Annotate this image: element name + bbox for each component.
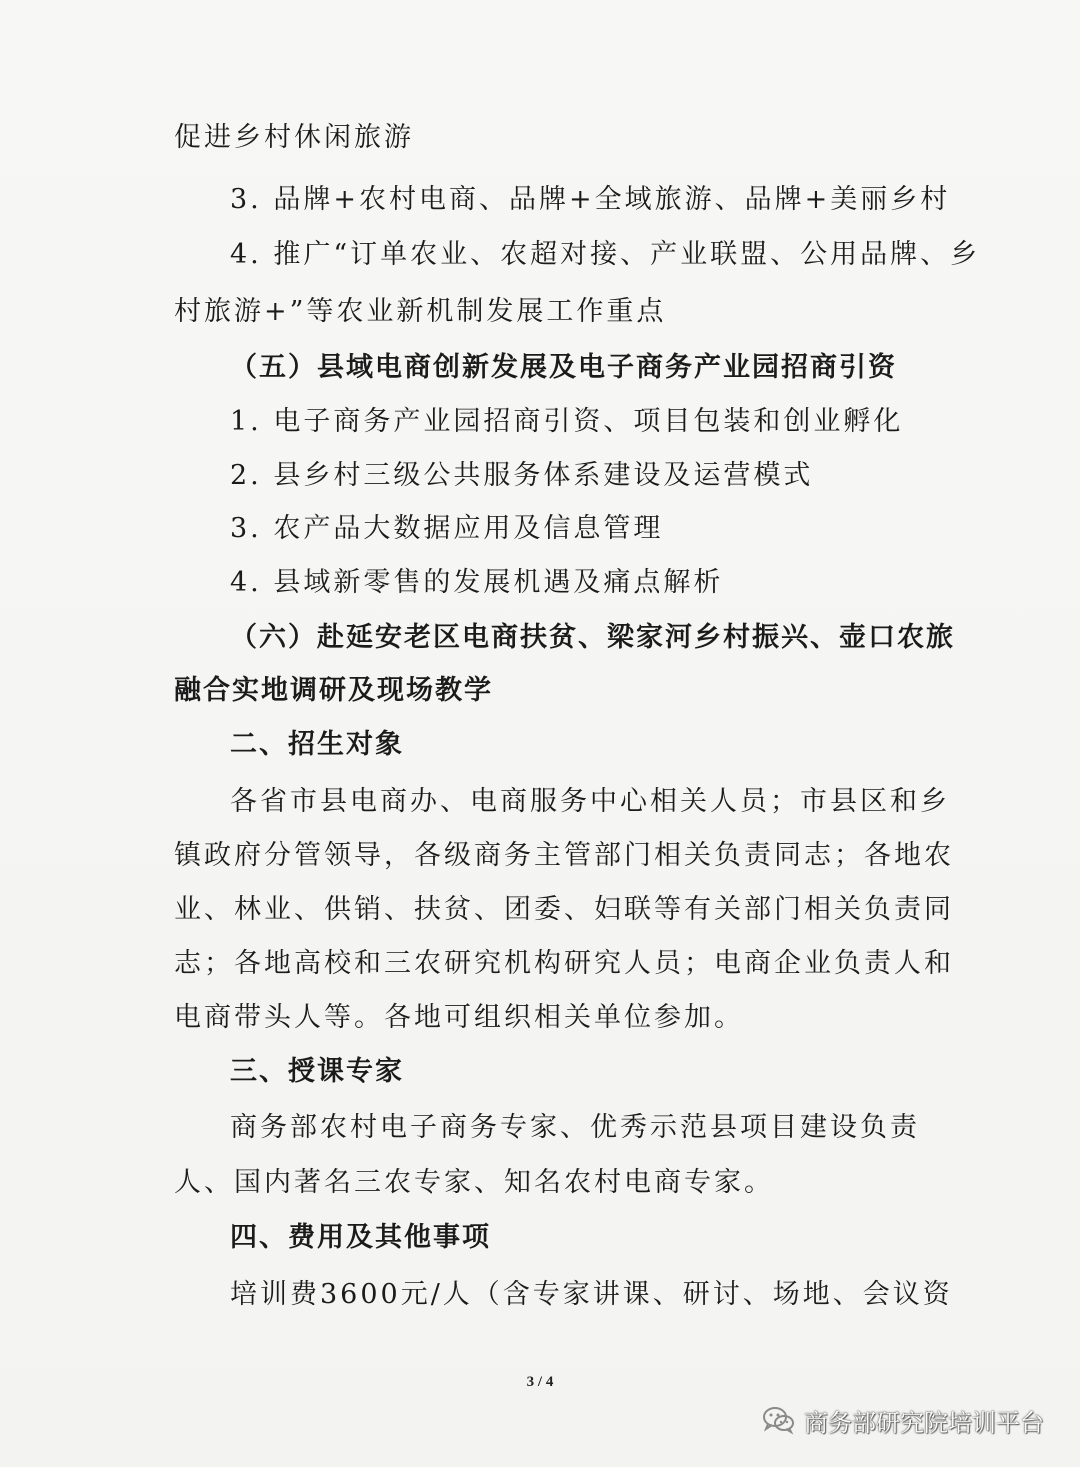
paragraph-line: 商务部农村电子商务专家、优秀示范县项目建设负责 [230,1112,920,1143]
page-number: 3 / 4 [526,1374,554,1390]
watermark [762,1400,1044,1440]
text-line: 促进乡村休闲旅游 [174,122,414,153]
section-heading: （六）赴延安老区电商扶贫、梁家河乡村振兴、壶口农旅 [230,622,955,653]
list-item: 4. 县域新零售的发展机遇及痛点解析 [230,567,724,598]
wechat-icon [762,1405,796,1435]
list-item: 1. 电子商务产业园招商引资、项目包装和创业孵化 [230,406,904,437]
paragraph-line: 各省市县电商办、电商服务中心相关人员；市县区和乡 [230,786,950,817]
list-item: 2. 县乡村三级公共服务体系建设及运营模式 [230,460,814,491]
paragraph-line: 镇政府分管领导，各级商务主管部门相关负责同志；各地农 [174,840,954,871]
paragraph-line: 人、国内著名三农专家、知名农村电商专家。 [174,1167,774,1198]
section-heading: 二、招生对象 [230,729,404,760]
section-heading: 三、授课专家 [230,1056,404,1087]
list-item: 4. 推广“订单农业、农超对接、产业联盟、公用品牌、乡 [230,239,981,270]
text-line: 村旅游+”等农业新机制发展工作重点 [174,296,667,327]
paragraph-line: 志；各地高校和三农研究机构研究人员；电商企业负责人和 [174,948,954,979]
paragraph-line: 培训费3600元/人（含专家讲课、研讨、场地、会议资 [230,1279,953,1310]
section-heading: 融合实地调研及现场教学 [174,675,493,706]
paragraph-line: 电商带头人等。各地可组织相关单位参加。 [174,1002,744,1033]
section-heading: 四、费用及其他事项 [230,1222,491,1253]
section-heading: （五）县域电商创新发展及电子商务产业园招商引资 [230,352,897,383]
list-item: 3. 农产品大数据应用及信息管理 [230,513,664,544]
watermark-text: 商务部研究院培训平台 [804,1408,1044,1437]
list-item: 3. 品牌+农村电商、品牌+全域旅游、品牌+美丽乡村 [230,184,951,215]
paragraph-line: 业、林业、供销、扶贫、团委、妇联等有关部门相关负责同 [174,894,954,925]
